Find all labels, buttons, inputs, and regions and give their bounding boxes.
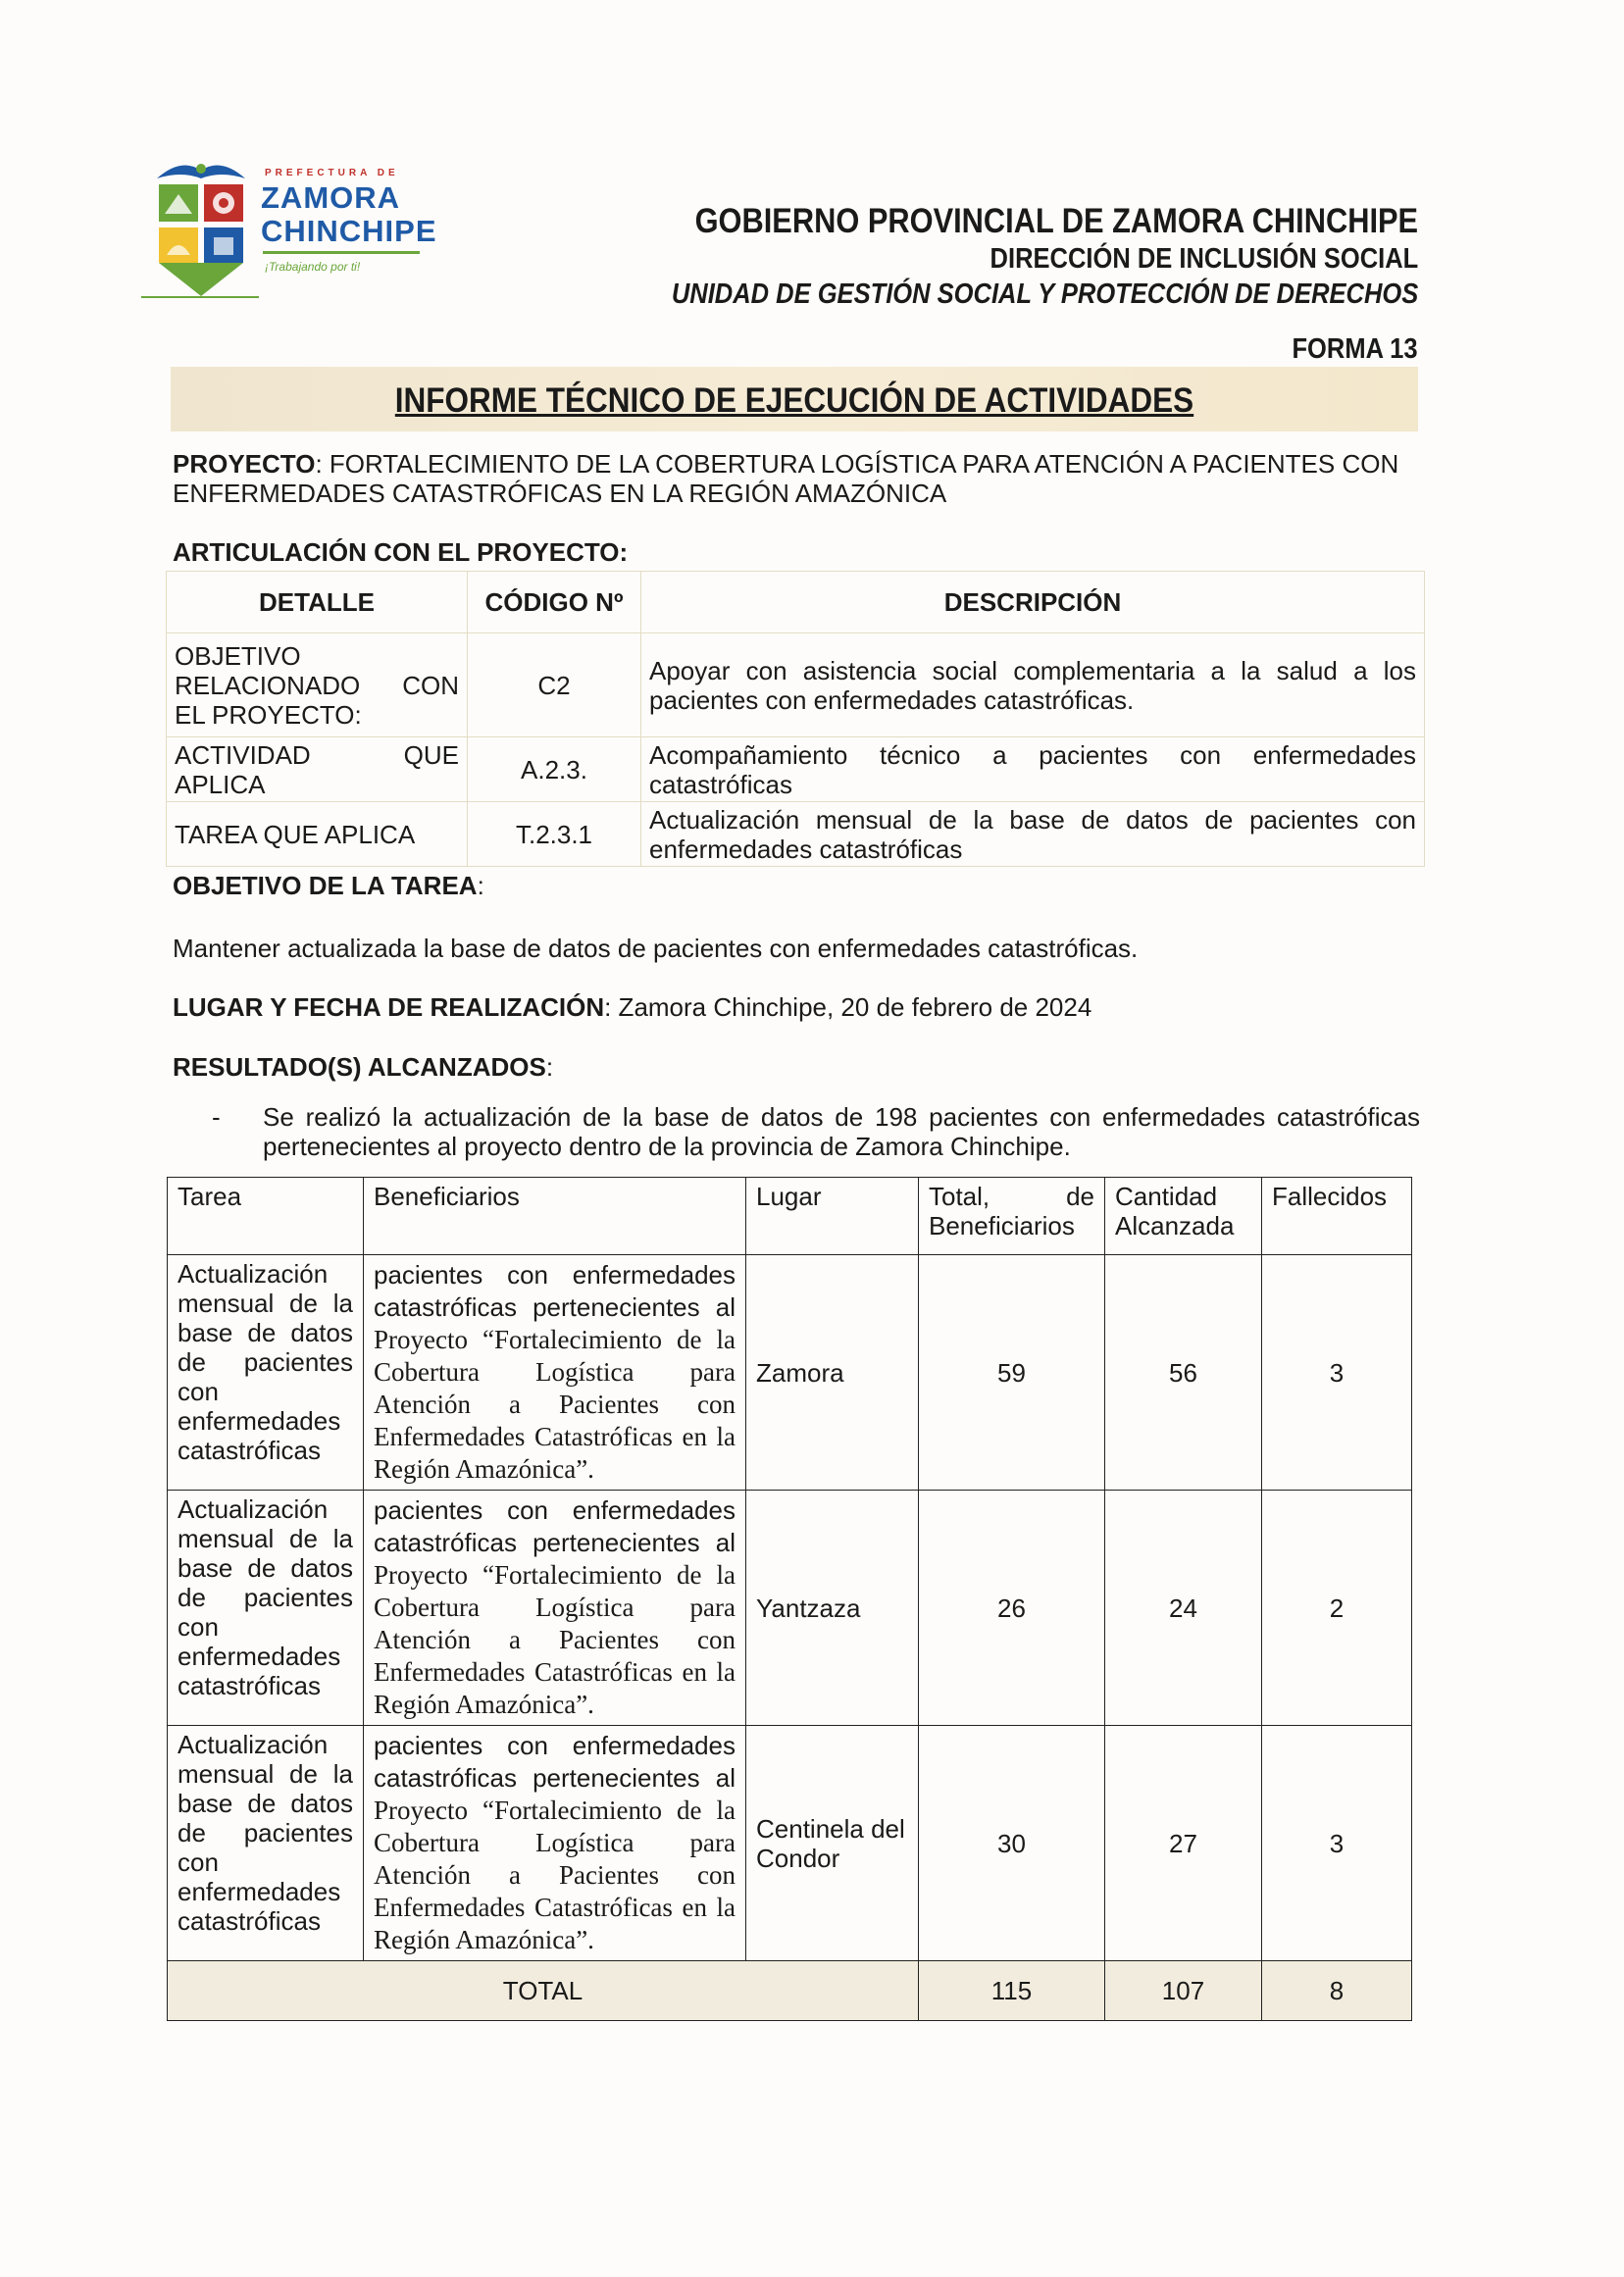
task-cell: Actualización mensual de la base de datos de pacientes con enfermedades catastróficas: [168, 1726, 364, 1961]
beneficiaries-lead: pacientes con enfermedades catastróficas pertenecientes al: [374, 1731, 736, 1793]
total-label: TOTAL: [168, 1961, 919, 2021]
logo-top-text: PREFECTURA DE: [265, 168, 399, 178]
objective-colon: :: [477, 871, 484, 900]
objective-heading: [173, 871, 484, 900]
column-header: Cantidad Alcanzada: [1105, 1178, 1262, 1255]
results-label: RESULTADO(S) ALCANZADOS: [173, 1052, 546, 1082]
reached-sum-cell: 107: [1105, 1961, 1262, 2021]
detail-cell: OBJETIVO RELACIONADO CON EL PROYECTO:: [167, 633, 468, 737]
report-title: INFORME TÉCNICO DE EJECUCIÓN DE ACTIVIDADES: [394, 381, 1194, 420]
code-cell: A.2.3.: [468, 737, 641, 802]
table-header-row: [167, 572, 1425, 633]
description-cell: Acompañamiento técnico a pacientes con enfermedades catastróficas: [641, 737, 1425, 802]
column-header: Tarea: [168, 1178, 364, 1255]
form-number: FORMA 13: [1292, 333, 1418, 365]
deceased-sum-cell: 8: [1262, 1961, 1412, 2021]
logo-brand-line1: ZAMORA: [261, 180, 401, 215]
place-date-label: LUGAR Y FECHA DE REALIZACIÓN: [173, 992, 605, 1022]
detail-cell: TAREA QUE APLICA: [167, 802, 468, 867]
objective-text: Mantener actualizada la base de datos de pacientes con enfermedades catastróficas.: [173, 934, 1139, 963]
column-header: Total, de Beneficiarios: [919, 1178, 1105, 1255]
shield-emblem-icon: [137, 149, 265, 306]
objective-label: OBJETIVO DE LA TAREA: [173, 871, 478, 900]
column-header: Fallecidos: [1262, 1178, 1412, 1255]
articulation-heading: ARTICULACIÓN CON EL PROYECTO:: [173, 537, 629, 567]
prefecture-logo: [137, 149, 437, 306]
place-cell: Yantzaza: [746, 1491, 919, 1726]
beneficiaries-rest: Proyecto “Fortalecimiento de la Cobertura Logística para Atención a Pacientes con Enfermedades Catastróficas en la Región Amazónica”.: [374, 1325, 736, 1484]
beneficiaries-rest: Proyecto “Fortalecimiento de la Cobertura Logística para Atención a Pacientes con Enfermedades Catastróficas en la Región Amazónica”.: [374, 1560, 736, 1719]
total-cell: 59: [919, 1255, 1105, 1491]
place-date-line: [173, 992, 1091, 1022]
table-row: [168, 1255, 1412, 1491]
logo-divider: [263, 251, 420, 254]
project-text: : FORTALECIMIENTO DE LA COBERTURA LOGÍSTICA PARA ATENCIÓN A PACIENTES CON ENFERMEDADES CATASTRÓFICAS EN LA REGIÓN AMAZÓNICA: [173, 449, 1399, 508]
articulation-table: [166, 571, 1425, 867]
project-label: PROYECTO: [173, 449, 316, 479]
results-table: [167, 1177, 1412, 2021]
beneficiaries-rest: Proyecto “Fortalecimiento de la Cobertura Logística para Atención a Pacientes con Enfermedades Catastróficas en la Región Amazónica”.: [374, 1796, 736, 1954]
place-cell: Zamora: [746, 1255, 919, 1491]
column-header: Beneficiarios: [364, 1178, 746, 1255]
total-row: [168, 1961, 1412, 2021]
table-row: [168, 1726, 1412, 1961]
place-cell: Centinela del Condor: [746, 1726, 919, 1961]
deceased-cell: 3: [1262, 1255, 1412, 1491]
column-header: DETALLE: [167, 572, 468, 633]
beneficiaries-cell: [364, 1255, 746, 1491]
beneficiaries-lead: pacientes con enfermedades catastróficas pertenecientes al: [374, 1495, 736, 1557]
unit-title: UNIDAD DE GESTIÓN SOCIAL Y PROTECCIÓN DE DERECHOS: [671, 278, 1418, 310]
code-cell: C2: [468, 633, 641, 737]
total-cell: 26: [919, 1491, 1105, 1726]
results-heading: [173, 1052, 553, 1082]
column-header: Lugar: [746, 1178, 919, 1255]
beneficiaries-lead: pacientes con enfermedades catastróficas pertenecientes al: [374, 1260, 736, 1322]
table-row: [167, 633, 1425, 737]
column-header: DESCRIPCIÓN: [641, 572, 1425, 633]
code-cell: T.2.3.1: [468, 802, 641, 867]
direction-title: DIRECCIÓN DE INCLUSIÓN SOCIAL: [990, 243, 1418, 275]
beneficiaries-cell: [364, 1726, 746, 1961]
task-cell: Actualización mensual de la base de datos de pacientes con enfermedades catastróficas: [168, 1491, 364, 1726]
reached-cell: 27: [1105, 1726, 1262, 1961]
table-row: [168, 1491, 1412, 1726]
logo-slogan: ¡Trabajando por ti!: [265, 260, 361, 274]
results-colon: :: [545, 1052, 554, 1082]
bullet-dash: -: [212, 1102, 221, 1132]
task-cell: Actualización mensual de la base de datos de pacientes con enfermedades catastróficas: [168, 1255, 364, 1491]
total-sum-cell: 115: [919, 1961, 1105, 2021]
detail-cell: ACTIVIDAD QUE APLICA: [167, 737, 468, 802]
results-bullet: Se realizó la actualización de la base de datos de 198 pacientes con enfermedades catastróficas pertenecientes al proyecto dentro de la provincia de Zamora Chinchipe.: [263, 1102, 1420, 1161]
table-row: [167, 802, 1425, 867]
place-date-text: : Zamora Chinchipe, 20 de febrero de 2024: [604, 992, 1092, 1022]
government-title: GOBIERNO PROVINCIAL DE ZAMORA CHINCHIPE: [694, 202, 1418, 240]
description-cell: Apoyar con asistencia social complementaria a la salud a los pacientes con enfermedades catastróficas.: [641, 633, 1425, 737]
reached-cell: 56: [1105, 1255, 1262, 1491]
project-section: [173, 449, 1418, 508]
column-header: CÓDIGO Nº: [468, 572, 641, 633]
reached-cell: 24: [1105, 1491, 1262, 1726]
deceased-cell: 2: [1262, 1491, 1412, 1726]
deceased-cell: 3: [1262, 1726, 1412, 1961]
logo-brand-line2: CHINCHIPE: [261, 214, 437, 248]
table-row: [167, 737, 1425, 802]
description-cell: Actualización mensual de la base de datos de pacientes con enfermedades catastróficas: [641, 802, 1425, 867]
table-header-row: [168, 1178, 1412, 1255]
beneficiaries-cell: [364, 1491, 746, 1726]
total-cell: 30: [919, 1726, 1105, 1961]
